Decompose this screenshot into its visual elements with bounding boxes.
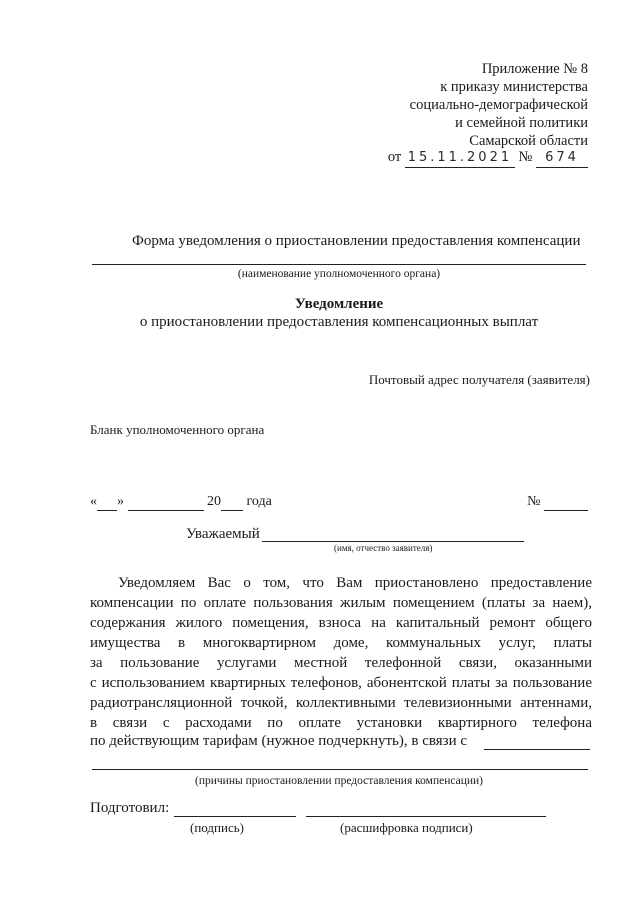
body-line-7: радиотрансляционной точкой, коллективными телевизионными антеннами,	[90, 695, 592, 711]
signature-decoding-line[interactable]	[306, 816, 546, 817]
order-reference: к приказу министерства	[440, 79, 588, 95]
body-line-9: по действующим тарифам (нужное подчеркнуть), в связи с	[90, 733, 468, 749]
appendix-label: Приложение № 8	[481, 61, 588, 77]
reason-line[interactable]	[92, 769, 588, 770]
salutation-label: Уважаемый	[186, 526, 260, 542]
letter-number-line	[527, 494, 588, 511]
notice-subtitle: о приостановлении предоставления компенсационных выплат	[139, 314, 539, 330]
signature-caption: (подпись)	[190, 820, 244, 835]
year-field[interactable]	[221, 494, 243, 511]
year-suffix: года	[246, 494, 272, 509]
org-name-line	[92, 264, 586, 265]
form-title: Форма уведомления о приостановлении предоставления компенсации	[132, 233, 581, 249]
reason-caption: (причины приостановлении предоставления компенсации)	[195, 775, 483, 787]
postal-address-label: Почтовый адрес получателя (заявителя)	[368, 372, 590, 387]
order-date: 15.11.2021	[405, 149, 515, 168]
body-line-1: Уведомляем Вас о том, что Вам приостановлено предоставление	[118, 575, 592, 591]
date-close-quote: »	[117, 494, 124, 509]
body-line-6: с использованием квартирных телефонов, абонентской платы за пользование	[90, 675, 592, 691]
reason-inline-line[interactable]	[484, 749, 590, 750]
date-open-quote: «	[90, 494, 97, 509]
body-line-4: имущества в многоквартирном доме, коммунальных услуг, платы	[90, 635, 592, 651]
body-line-8: в связи с расходами по оплате установки квартирного телефона	[90, 715, 592, 731]
order-date-number	[388, 148, 588, 168]
notice-title: Уведомление	[294, 296, 384, 312]
ministry-name-line1: социально-демографической	[409, 97, 588, 113]
prepared-by-label: Подготовил:	[90, 800, 170, 816]
order-from-prefix: от	[387, 149, 402, 165]
letter-date-line	[90, 494, 272, 511]
letter-number-sign: №	[527, 494, 541, 509]
body-line-2: компенсации по оплате пользования жилым помещением (платы за наем),	[90, 595, 592, 611]
body-line-3: содержания жилого помещения, взноса на капитальный ремонт общего	[90, 615, 592, 631]
order-number: 674	[536, 149, 588, 168]
addressee-name-caption: (имя, отчество заявителя)	[334, 543, 433, 553]
day-field[interactable]	[97, 494, 117, 511]
letter-number-field[interactable]	[544, 494, 588, 511]
signature-decoding-caption: (расшифровка подписи)	[340, 820, 473, 835]
letterhead-label: Бланк уполномоченного органа	[90, 422, 265, 437]
addressee-name-line[interactable]	[262, 541, 524, 542]
org-name-caption: (наименование уполномоченного органа)	[237, 268, 441, 280]
year-prefix: 20	[207, 494, 221, 509]
month-field[interactable]	[128, 494, 204, 511]
ministry-name-line2: и семейной политики	[455, 115, 588, 131]
signature-line[interactable]	[174, 816, 296, 817]
order-number-prefix: №	[518, 149, 533, 165]
region-name: Самарской области	[469, 133, 588, 149]
body-line-5: за пользование услугами местной телефонной связи, оказанными	[90, 655, 592, 671]
